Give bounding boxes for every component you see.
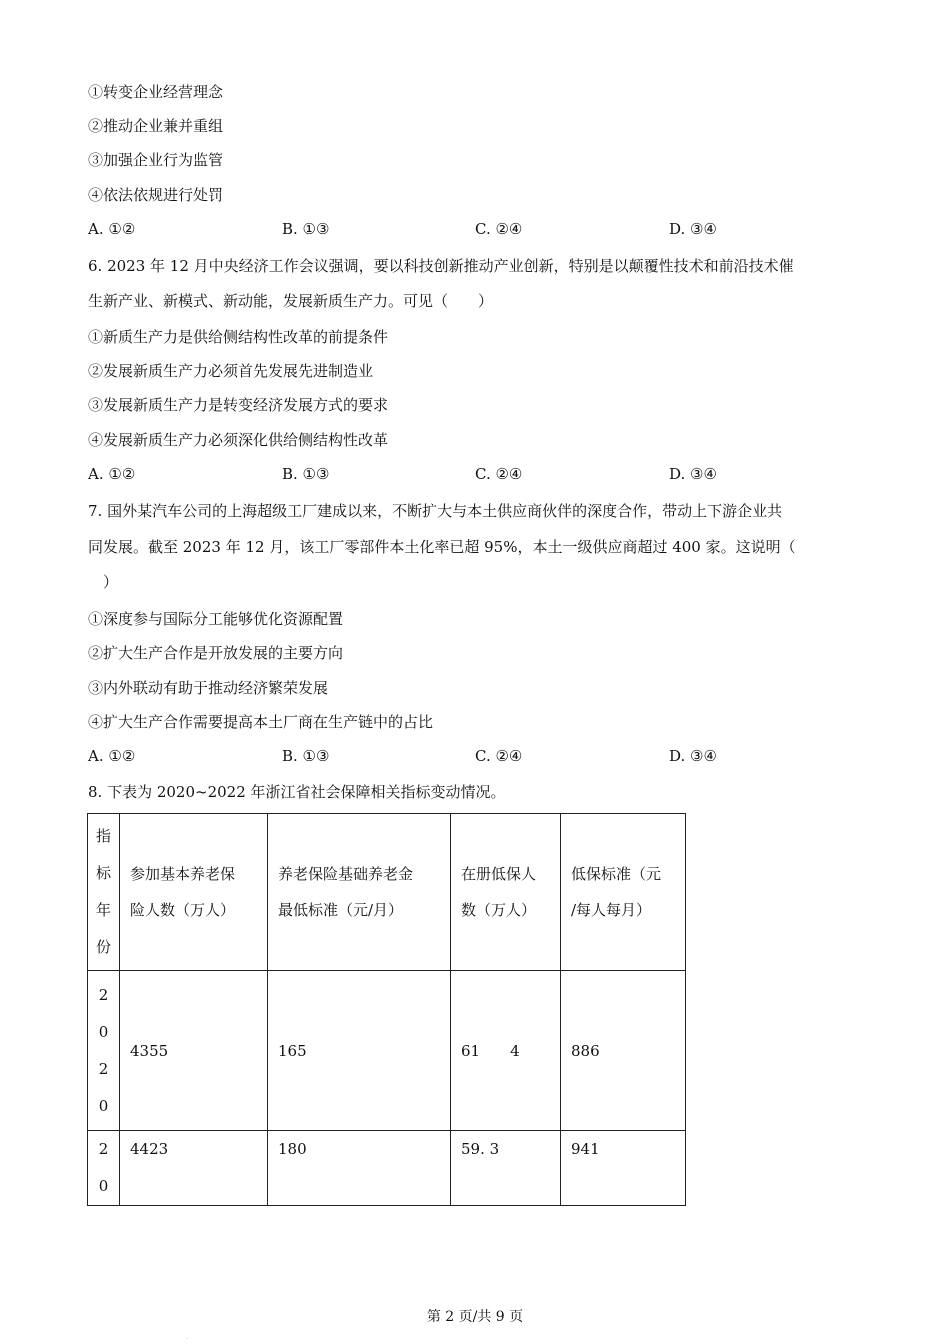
year-char: 2 (98, 1059, 109, 1078)
q5-option-b[interactable]: B. ①③ (282, 220, 330, 238)
q7-option-d[interactable]: D. ③④ (669, 747, 717, 765)
q6-stem-line-2: 生新产业、新模式、新动能，发展新质生产力。可见（ ） (88, 292, 494, 310)
corner-char: 指 (95, 827, 111, 845)
q5-option-d[interactable]: D. ③④ (669, 220, 717, 238)
scan-dot: · (186, 1336, 188, 1343)
header-pension-insured (120, 814, 268, 971)
year-char: 0 (98, 1177, 109, 1195)
header-line: 险人数（万人） (130, 901, 236, 919)
year-char: 2 (98, 985, 109, 1004)
q7-stem-line-2: 同发展。截至 2023 年 12 月，该工厂零部件本土化率已超 95%，本土一级供应商超过 400 家。这说明（ (88, 538, 796, 556)
q7-option-c[interactable]: C. ②④ (475, 747, 523, 765)
q6-item-3: ③发展新质生产力是转变经济发展方式的要求 (88, 396, 389, 414)
q7-options (88, 746, 888, 766)
table-cell: 61 4 (451, 971, 561, 1131)
q5-option-c[interactable]: C. ②④ (475, 220, 523, 238)
q7-stem-line-1: 7. 国外某汽车公司的上海超级工厂建成以来，不断扩大与本土供应商伙伴的深度合作，带动上下游企业共 (88, 502, 783, 520)
q7-stem-line-3: ） (88, 573, 119, 591)
q7-item-2: ②扩大生产合作是开放发展的主要方向 (88, 644, 344, 662)
table-cell: 886 (561, 971, 686, 1131)
q6-item-4: ④发展新质生产力必须深化供给侧结构性改革 (88, 431, 389, 449)
header-line: 参加基本养老保 (130, 865, 236, 883)
table-cell: 59. 3 (451, 1131, 561, 1206)
row-year-cell (88, 1131, 120, 1206)
social-security-table (87, 813, 686, 1206)
corner-char: 份 (95, 938, 111, 956)
q6-option-c[interactable]: C. ②④ (475, 465, 523, 483)
q6-stem-line-1: 6. 2023 年 12 月中央经济工作会议强调，要以科技创新推动产业创新，特别是以颠覆性技术和前沿技术催 (88, 257, 794, 275)
q7-option-b[interactable]: B. ①③ (282, 747, 330, 765)
q6-option-a[interactable]: A. ①② (88, 465, 136, 483)
q5-item-3: ③加强企业行为监管 (88, 151, 224, 169)
corner-char: 年 (95, 901, 111, 919)
q6-options (88, 464, 888, 484)
q5-item-2: ②推动企业兼并重组 (88, 117, 224, 135)
year-char: 0 (98, 1096, 109, 1115)
q5-item-1: ①转变企业经营理念 (88, 83, 224, 101)
page-footer: 第 2 页/共 9 页 (426, 1309, 524, 1325)
header-line: 养老保险基础养老金 (278, 865, 414, 883)
year-char: 0 (98, 1022, 109, 1041)
header-line: 在册低保人 (461, 865, 537, 883)
q7-option-a[interactable]: A. ①② (88, 747, 136, 765)
q5-item-4: ④依法依规进行处罚 (88, 186, 224, 204)
q6-item-2: ②发展新质生产力必须首先发展先进制造业 (88, 362, 374, 380)
row-year-cell (88, 971, 120, 1131)
header-line: 数（万人） (461, 901, 537, 919)
q6-item-1: ①新质生产力是供给侧结构性改革的前提条件 (88, 328, 389, 346)
header-low-income-standard (561, 814, 686, 971)
table-cell: 165 (268, 971, 451, 1131)
header-pension-min-standard (268, 814, 451, 971)
table-cell: 941 (561, 1131, 686, 1206)
q5-options (88, 219, 888, 239)
q8-stem: 8. 下表为 2020~2022 年浙江省社会保障相关指标变动情况。 (88, 783, 506, 801)
year-char: 2 (98, 1140, 109, 1158)
table-row (88, 1131, 686, 1206)
table-corner-cell (88, 814, 120, 971)
header-low-income-count (451, 814, 561, 971)
table-header-row (88, 814, 686, 971)
q7-item-4: ④扩大生产合作需要提高本土厂商在生产链中的占比 (88, 713, 434, 731)
header-line: 低保标准（元 (571, 865, 662, 883)
table-cell: 4355 (120, 971, 268, 1131)
table-row (88, 971, 686, 1131)
q7-item-3: ③内外联动有助于推动经济繁荣发展 (88, 679, 329, 697)
header-line: 最低标准（元/月） (278, 901, 404, 919)
table-cell: 4423 (120, 1131, 268, 1206)
table-cell: 180 (268, 1131, 451, 1206)
q6-option-b[interactable]: B. ①③ (282, 465, 330, 483)
corner-char: 标 (95, 864, 111, 882)
q5-option-a[interactable]: A. ①② (88, 220, 136, 238)
q7-item-1: ①深度参与国际分工能够优化资源配置 (88, 610, 344, 628)
q6-option-d[interactable]: D. ③④ (669, 465, 717, 483)
header-line: /每人每月） (571, 901, 652, 919)
